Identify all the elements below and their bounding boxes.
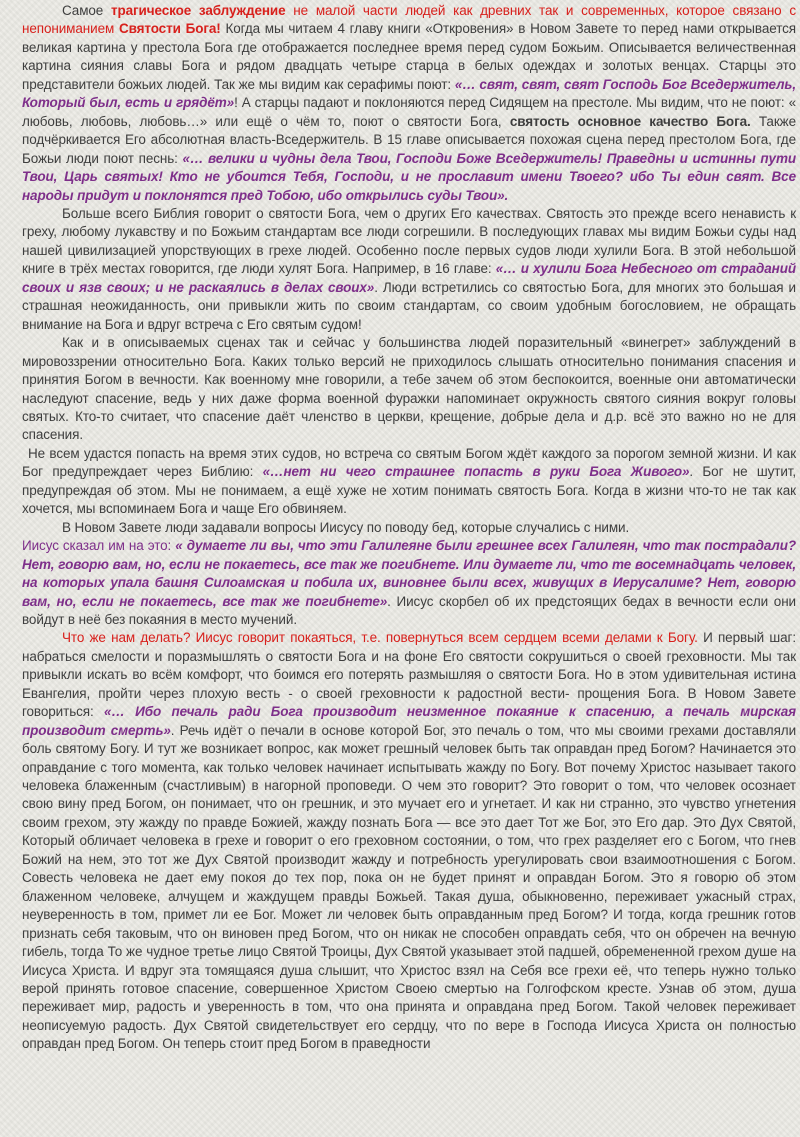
text-span: . Бог не шутит, предупреждая об этом. Мы не понимаем, а ещё хуже не хотим понимать святость Бога. Когда в жизни что-то не так как хочется, мы вспоминаем Бога и чаще Его обвиняем. (22, 464, 797, 517)
text-span: Когда мы читаем 4 главу книги «Откровения» в Новом Завете то перед нами открывается великая картина у престола Бога где отображается последнее время перед судом Божьим. Описывается величественная картина сияния славы Бога и рядом двадцать четыре старца в белых одеждах и золотых венцах. Старцы это представители божьих людей. Так же мы видим как серафимы поют: (22, 21, 796, 92)
paragraph-1 (22, 2, 796, 205)
highlight-red-text: не малой части людей как древних так и современных, которое связано с непониманием (22, 3, 796, 37)
paragraph-2 (22, 205, 796, 334)
text-span: . Иисус скорбел об их предстоящих бедах в вечности если они войдут в неё без покаяния в место мучений. (22, 593, 796, 627)
text-span: И первый шаг: набраться смелости и поразмышлять о святости Бога и на фоне Его святости сокрушиться о своей греховности. Мы так привыкли искать во всём комфорт, что боимся его потерять размышляя о святости Бога. Но в этом удивительная истина Евангелия, пройти через плохую весть - о своей греховности к радостной вести- прощения Бога. В Новом Завете говориться: (22, 630, 796, 720)
text-span: Больше всего Библия говорит о святости Бога, чем о других Его качествах. Святость это прежде всего ненависть к греху, любому лукавству и по Божьим стандартам все люди согрешили. В последующих главах мы видим Божьи суды над нашей цивилизацией упорствующих в грехе людей. Особенно после первых судов люди хулили Бога. В этой небольшой книге в трёх местах говорится, где люди хулят Бога. Например, в 16 главе: (22, 205, 796, 277)
scripture-quote: «… велики и чудны дела Твои, Господи Боже Вседержитель! Праведны и истинны пути Твои, Царь святых! Кто не убоится Тебя, Господи, и не прославит имени Твоего? ибо Ты един свят. Все народы придут и поклонятся пред Тобою, ибо открылись суды Твои». (22, 150, 796, 203)
text-span: В Новом Завете люди задавали вопросы Иисусу по поводу бед, которые случались с ними. (62, 519, 630, 535)
emphasis-bold: святость основное качество Бога. (509, 113, 751, 129)
paragraph-5 (22, 519, 796, 537)
text-span: Не всем удастся попасть на время этих судов, но встреча со святым Богом ждёт каждого за порогом земной жизни. И как Бог предупреждает через Библию: (22, 445, 796, 480)
paragraph-6 (22, 537, 796, 629)
scripture-quote: «…нет ни чего страшнее попасть в руки Бога Живого» (262, 464, 690, 480)
text-span: Как и в описываемых сценах так и сейчас у большинства людей поразительный «винегрет» заблуждений в мировоззрении относительно Бога. Каких только версий не приходилось слышать относительно понимания спасения и принятия Богом в вечности. Как военному мне говорили, а тебе зачем об этом беспокоится, военные они автоматически наследуют спасение, ведь у них даже форма военной фуражки напоминает окружность святого сияния вокруг головы святых. Кто-то считает, что спасение даёт членство в церкви, крещение, добрые дела и д.р. всё это важно но не для спасения. (22, 335, 796, 443)
text-span: . Люди встретились со святостью Бога, для многих это большая и страшная неожиданность, они привыкли жить по своим стандартам, со своим удобным богословием, не обращать внимание на Бога и вдруг встреча с Его святым судом! (22, 279, 796, 332)
highlight-holiness-of-god: Святости Бога! (118, 21, 221, 37)
text-span: Самое (62, 3, 111, 18)
text-span: . Речь идёт о печали в основе которой Бог, это печаль о том, что мы своими грехами доставляли боль святому Богу. И тут же возникает вопрос, как может грешный человек быть так оправдан пред Богом? Начинается это оправдание с того момента, как только человек начинает испытывать жажду по Богу. Вот почему Христос называет такого человека блаженным (счастливым) в нагорной проповеди. О чем это говорит? Это говорит о том, что человек осознает свою вину пред Богом, он понимает, что он грешник, и это мучает его и угнетает. И как ни странно, это чувство угнетения своим грехом, эту жажду по правде Божией, жажду познать Бога — все это дает Тот же Бог, это Его дар. Это Дух Святой, Который обличает человека в грехе и говорит о его греховном состоянии, о том, что грех разделяет его с Богом, что гнев Божий на нем, это тот же Дух Святой производит жажду и потребность урегулировать свои взаимоотношения с Богом. Совесть человека не дает ему покоя до тех пор, пока он не будет принят и оправдан Богом. Это я говорю об этом блаженном человеке, алчущем и жаждущем правды Божьей. Такая душа, обыкновенно, переживает ужасный страх, неуверенность в том, примет ли ее Бог. Может ли человек быть оправданным пред Богом? И тогда, когда грешник готов признать себя таковым, что он виновен пред Богом, что он никак не способен оправдать себя, что он обречен на вечную гибель, тогда То же чудное третье лицо Святой Троицы, Дух Святой указывает этой падшей, обремененной грехом душе на Иисуса Христа. И вдруг эта томящаяся душа слышит, что Христос взял на Себя все грехи её, что теперь нужно только верой принять готовое спасение, совершенное Христом Своею смертью на Голгофском кресте. Узнав об этом, душа переживает мир, радость и уверенность в том, что она принята и оправдана пред Богом. Такой человек переживает неописуемую радость. Дух Святой свидетельствует его сердцу, что по вере в Господа Иисуса Христа он полностью оправдан пред Богом. Он теперь стоит пред Богом в праведности (22, 722, 797, 1052)
scripture-quote: «… свят, свят, свят Господь Бог Вседержитель, Который был, есть и грядёт» (22, 76, 796, 111)
text-span: ! А старцы падают и поклоняются перед Сидящем на престоле. Мы видим, что не поют: « любовь, любовь, любовь…» или ещё о чём то, поют о святости Бога, (22, 95, 796, 129)
text-span-purple: Иисус сказал им на это: (22, 538, 176, 554)
paragraph-4 (22, 445, 796, 519)
text-span: Также подчёркивается Его абсолютная власть-Вседержитель. В 15 главе описывается похожая сцена перед престолом Бога, где Божьи люди поют песнь: (22, 113, 796, 166)
scripture-quote: «… и хулили Бога Небесного от страданий своих и язв своих; и не раскаялись в делах своих» (22, 261, 796, 295)
paragraph-3 (22, 334, 796, 445)
highlight-red-text: Что же нам делать? Иисус говорит покаяться, т.е. повернуться всем сердцем всеми делами к Богу. (62, 630, 698, 646)
scripture-quote: « думаете ли вы, что эти Галилеяне были грешнее всех Галилеян, что так пострадали? Нет, говорю вам, но, если не покаетесь, все так же погибнете. Или думаете ли, что те восемнадцать человек, на которых упала башня Силоамская и побила их, виновнее были всех, живущих в Иерусалиме? Нет, говорю вам, но, если не покаетесь, все так же погибнете» (22, 538, 796, 609)
highlight-tragic-delusion: трагическое заблуждение (110, 3, 286, 18)
scripture-quote: «… Ибо печаль ради Бога производит неизменное покаяние к спасению, а печаль мирская производит смерть» (22, 704, 796, 738)
paragraph-7 (22, 629, 796, 1053)
